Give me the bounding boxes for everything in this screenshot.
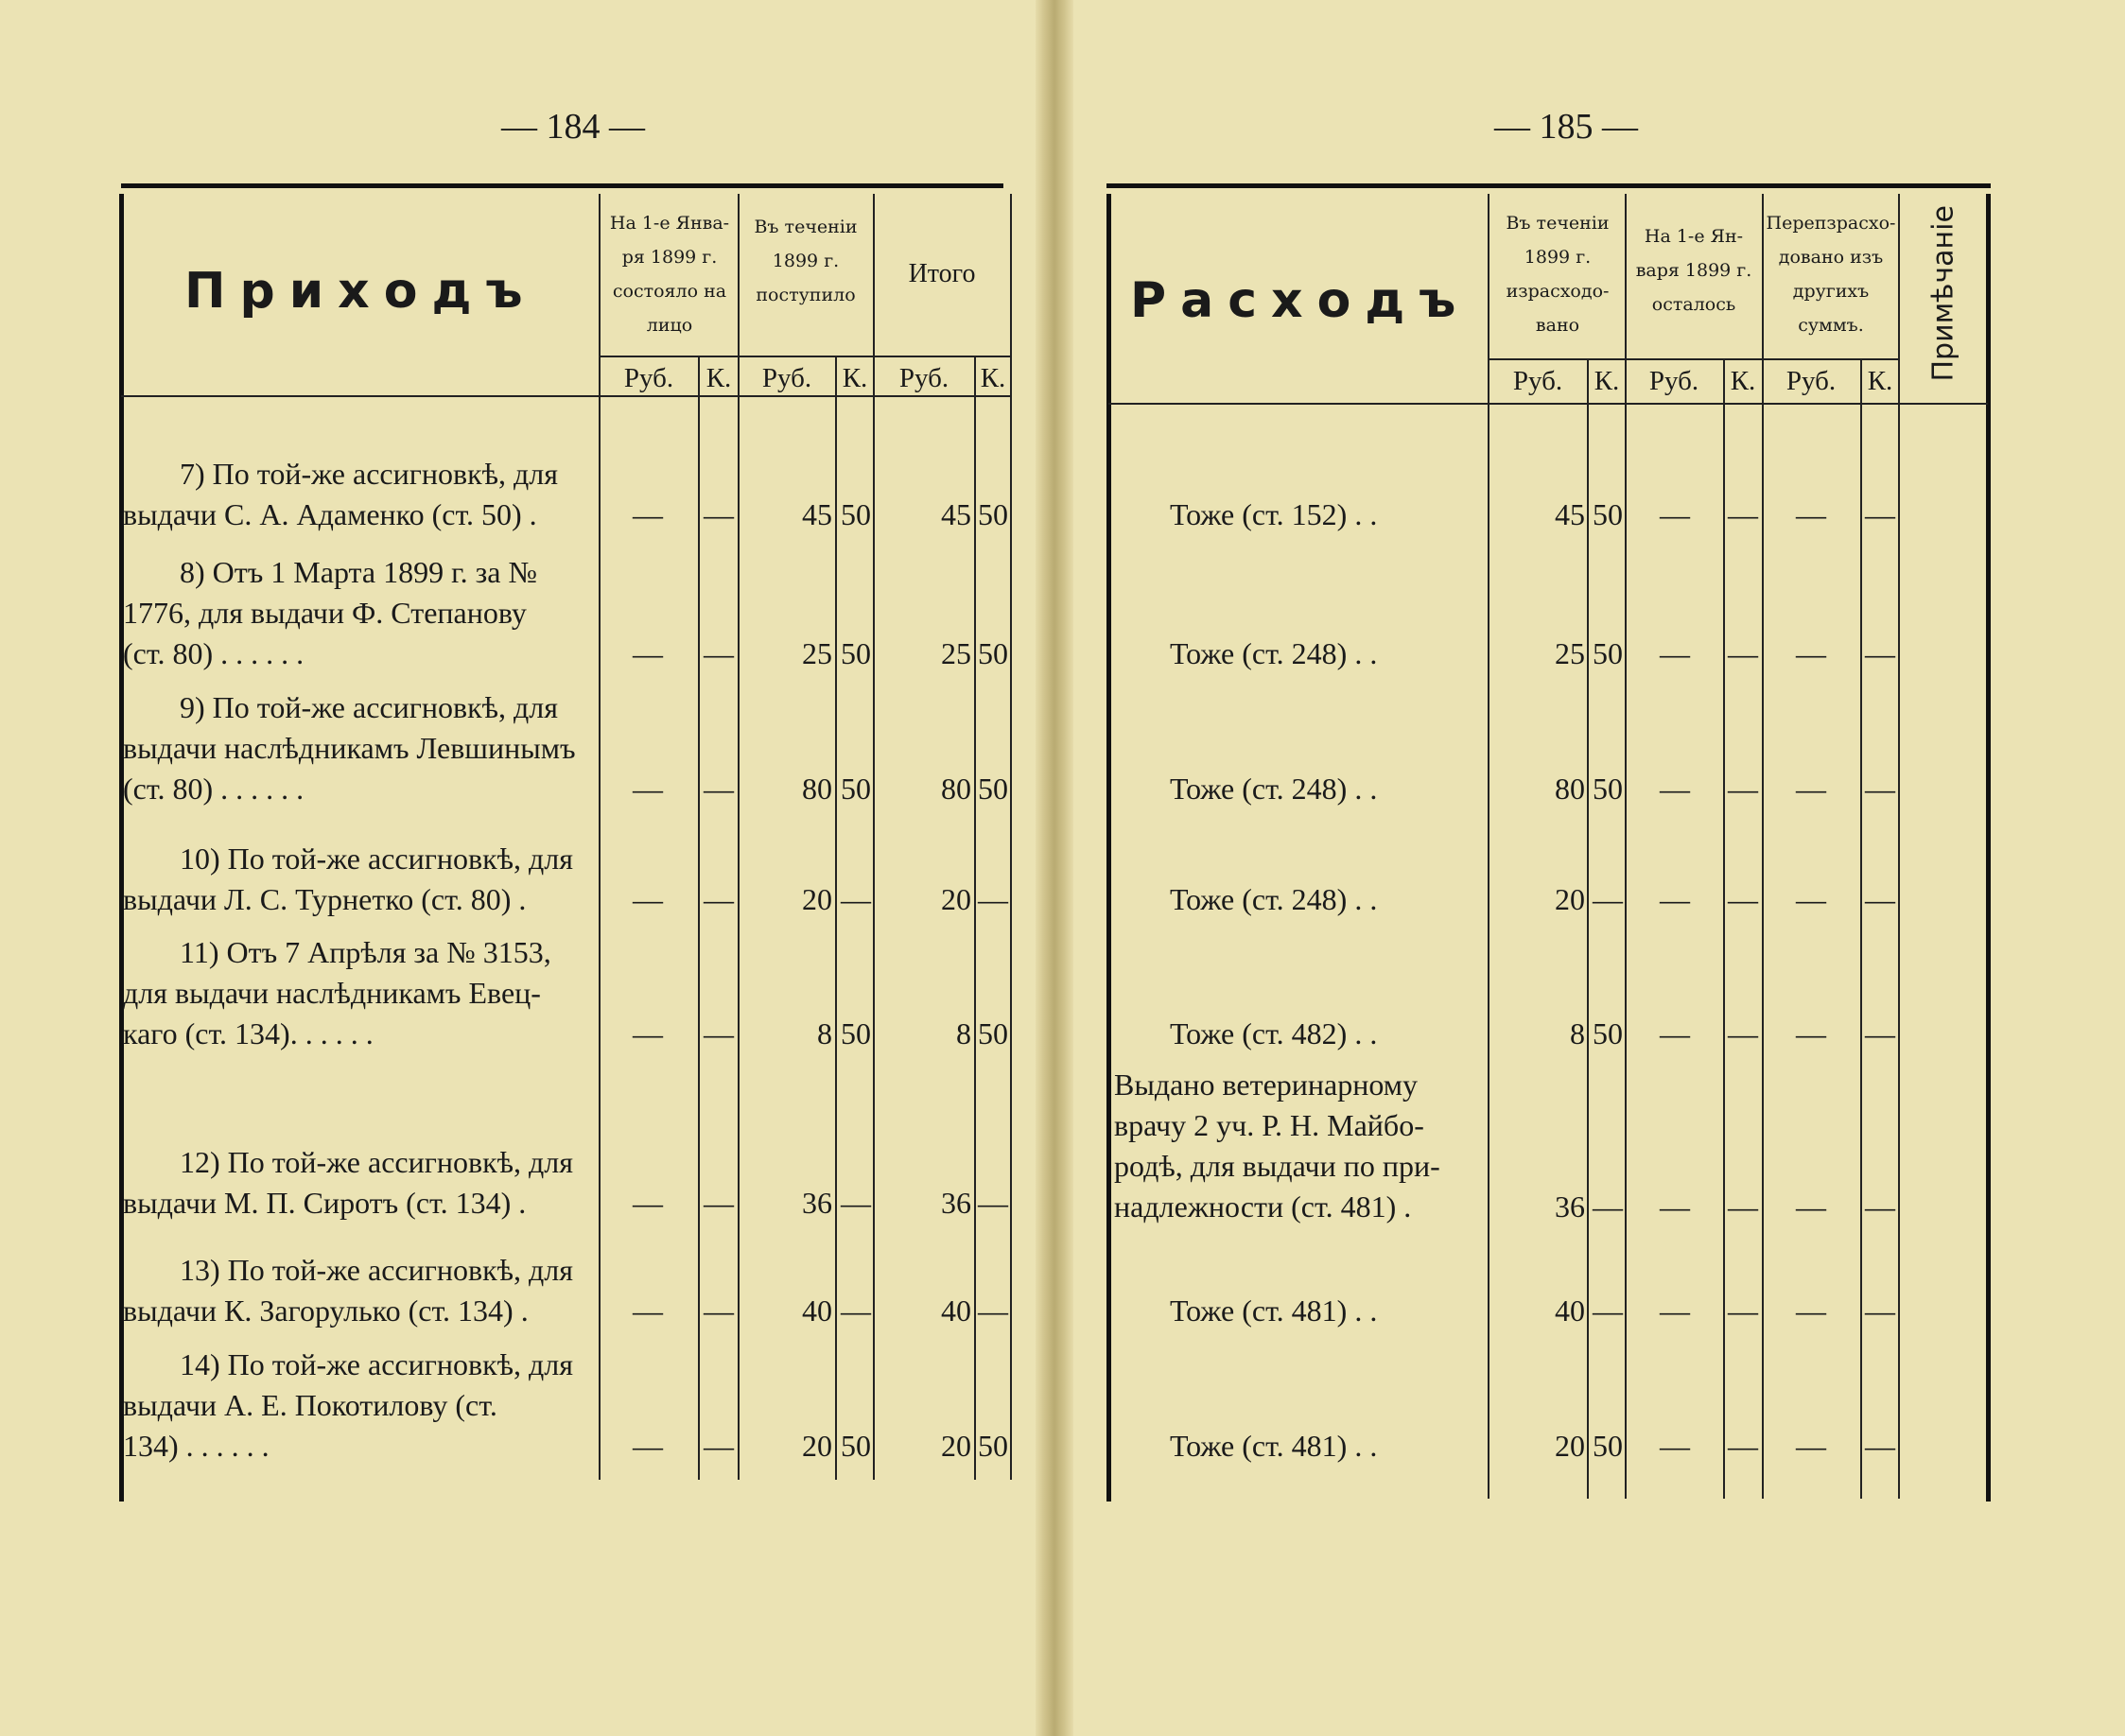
left-unit-kop: К. bbox=[705, 363, 732, 393]
left-cell-c2-kop: 50 bbox=[841, 772, 871, 806]
right-header-rule bbox=[1108, 403, 1988, 405]
left-cell-c2-kop: — bbox=[841, 1293, 871, 1328]
left-cell-c3-kop: 50 bbox=[978, 1429, 1008, 1463]
right-cell-c1-rub: 36 bbox=[1555, 1189, 1585, 1224]
right-cell-c2-rub: — bbox=[1660, 636, 1690, 670]
right-cell-c2-kop: — bbox=[1728, 772, 1758, 806]
left-cell-c2-rub: 80 bbox=[802, 772, 832, 806]
right-unit-kop: К. bbox=[1594, 366, 1620, 396]
left-cell-c3-kop: — bbox=[978, 882, 1008, 916]
right-cell-c3-rub: — bbox=[1796, 772, 1826, 806]
left-cell-c2-rub: 20 bbox=[802, 1429, 832, 1463]
left-cell-c3-rub: 80 bbox=[941, 772, 971, 806]
left-row-text-line: выдачи Л. С. Турнетко (ст. 80) . bbox=[123, 882, 527, 916]
right-cell-c1-kop: 50 bbox=[1593, 772, 1623, 806]
right-outer-border bbox=[1986, 194, 1991, 1502]
left-header-rule bbox=[121, 395, 1010, 397]
left-cell-c1-rub: — bbox=[633, 497, 663, 531]
right-header-col3: Перепзрасхо-довано изъ другихъ суммъ. bbox=[1766, 213, 1896, 336]
right-cell-c1-kop: — bbox=[1593, 1293, 1623, 1328]
right-cell-c2-rub: — bbox=[1660, 1429, 1690, 1463]
right-page-number: — 185 — bbox=[1494, 107, 1638, 147]
right-cell-c1-rub: 40 bbox=[1555, 1293, 1585, 1328]
left-cell-c3-rub: 25 bbox=[941, 636, 971, 670]
left-row-text-line: 9) По той-же ассигновкѣ, для bbox=[180, 690, 558, 724]
left-cell-c1-rub: — bbox=[633, 1429, 663, 1463]
left-row-text-line: 14) По той-же ассигновкѣ, для bbox=[180, 1347, 573, 1381]
left-cell-c1-rub: — bbox=[633, 772, 663, 806]
left-cell-c1-rub: — bbox=[633, 1016, 663, 1050]
left-top-rule bbox=[121, 183, 1003, 188]
right-header-col1: Въ теченіи 1899 г. израсходо-вано bbox=[1506, 213, 1610, 336]
right-row-text-line: Тоже (ст. 248) . . bbox=[1170, 636, 1378, 670]
left-unit-kop: К. bbox=[842, 363, 868, 393]
left-row-text-line: выдачи К. Загорулько (ст. 134) . bbox=[123, 1293, 529, 1328]
right-cell-c3-rub: — bbox=[1796, 497, 1826, 531]
right-header-note: Примѣчаніе bbox=[1926, 205, 1960, 382]
left-col-div bbox=[599, 194, 601, 1480]
right-row-text-line: врачу 2 уч. Р. Н. Майбо- bbox=[1114, 1108, 1424, 1142]
right-cell-c2-kop: — bbox=[1728, 1293, 1758, 1328]
left-cell-c2-rub: 45 bbox=[802, 497, 832, 531]
left-cell-c3-kop: 50 bbox=[978, 636, 1008, 670]
left-cell-c3-kop: 50 bbox=[978, 497, 1008, 531]
left-row-text-line: 7) По той-же ассигновкѣ, для bbox=[180, 457, 558, 491]
left-cell-c2-rub: 40 bbox=[802, 1293, 832, 1328]
right-cell-c2-rub: — bbox=[1660, 882, 1690, 916]
left-row-text-line: выдачи С. А. Адаменко (ст. 50) . bbox=[123, 497, 537, 531]
right-top-rule bbox=[1106, 183, 1991, 188]
left-row-text-line: 11) Отъ 7 Апрѣля за № 3153, bbox=[180, 935, 551, 969]
left-cell-c1-rub: — bbox=[633, 1186, 663, 1220]
right-row-text-line: Выдано ветеринарному bbox=[1114, 1068, 1418, 1102]
left-row-text-line: 1776, для выдачи Ф. Степанову bbox=[123, 596, 527, 630]
right-row-text-line: Тоже (ст. 248) . . bbox=[1170, 882, 1378, 916]
right-cell-c1-rub: 25 bbox=[1555, 636, 1585, 670]
right-outer-border bbox=[1106, 194, 1111, 1502]
left-row-text-line: (ст. 80) . . . . . . bbox=[123, 636, 305, 670]
right-cell-c1-kop: 50 bbox=[1593, 1016, 1623, 1050]
left-cell-c2-rub: 36 bbox=[802, 1186, 832, 1220]
right-cell-c3-rub: — bbox=[1796, 1189, 1826, 1224]
right-cell-c1-kop: 50 bbox=[1593, 497, 1623, 531]
right-cell-c3-kop: — bbox=[1865, 882, 1895, 916]
left-row-text-line: выдачи наслѣдникамъ Левшинымъ bbox=[123, 731, 576, 765]
left-row-text-line: (ст. 80) . . . . . . bbox=[123, 772, 305, 806]
right-cell-c2-rub: — bbox=[1660, 1293, 1690, 1328]
left-cell-c2-rub: 20 bbox=[802, 882, 832, 916]
left-unit-rub: Руб. bbox=[761, 363, 812, 393]
left-cell-c3-kop: 50 bbox=[978, 772, 1008, 806]
right-cell-c3-rub: — bbox=[1796, 1429, 1826, 1463]
left-unit-rub: Руб. bbox=[623, 363, 674, 393]
right-cell-c2-rub: — bbox=[1660, 497, 1690, 531]
right-cell-c3-rub: — bbox=[1796, 1016, 1826, 1050]
left-cell-c2-kop: 50 bbox=[841, 1429, 871, 1463]
left-cell-c2-kop: 50 bbox=[841, 636, 871, 670]
left-cell-c3-rub: 20 bbox=[941, 882, 971, 916]
left-cell-c1-kop: — bbox=[704, 497, 734, 531]
right-cell-c1-rub: 20 bbox=[1555, 1429, 1585, 1463]
right-unit-kop: К. bbox=[1730, 366, 1756, 396]
left-cell-c3-kop: 50 bbox=[978, 1016, 1008, 1050]
left-cell-c1-rub: — bbox=[633, 882, 663, 916]
left-col-div bbox=[1010, 194, 1012, 1480]
left-header-col1: На 1-е Янва-ря 1899 г. состояло на лицо bbox=[609, 213, 730, 336]
right-unit-rub: Руб. bbox=[1785, 366, 1837, 396]
right-cell-c2-rub: — bbox=[1660, 1016, 1690, 1050]
left-cell-c1-rub: — bbox=[633, 636, 663, 670]
right-row-text-line: Тоже (ст. 482) . . bbox=[1170, 1016, 1378, 1050]
left-cell-c3-rub: 20 bbox=[941, 1429, 971, 1463]
right-cell-c1-kop: 50 bbox=[1593, 1429, 1623, 1463]
right-row-text-line: Тоже (ст. 248) . . bbox=[1170, 772, 1378, 806]
right-unit-kop: К. bbox=[1867, 366, 1893, 396]
left-header-col3: Итого bbox=[908, 259, 976, 288]
left-cell-c2-kop: 50 bbox=[841, 497, 871, 531]
right-section-title: Расходъ bbox=[1130, 272, 1471, 329]
right-unit-rub: Руб. bbox=[1512, 366, 1563, 396]
left-cell-c1-kop: — bbox=[704, 636, 734, 670]
right-row-text-line: Тоже (ст. 481) . . bbox=[1170, 1429, 1378, 1463]
left-cell-c2-kop: — bbox=[841, 882, 871, 916]
right-row-text-line: Тоже (ст. 152) . . bbox=[1170, 497, 1378, 531]
left-header-col2: Въ теченіи 1899 г. поступило bbox=[754, 217, 858, 305]
left-unit-rule bbox=[599, 356, 1010, 357]
left-row-text-line: 12) По той-же ассигновкѣ, для bbox=[180, 1145, 573, 1179]
right-cell-c3-kop: — bbox=[1865, 1016, 1895, 1050]
right-cell-c1-rub: 80 bbox=[1555, 772, 1585, 806]
right-col-div bbox=[1488, 194, 1489, 1499]
left-row-text-line: 8) Отъ 1 Марта 1899 г. за № bbox=[180, 555, 537, 589]
right-cell-c1-kop: — bbox=[1593, 1189, 1623, 1224]
right-cell-c2-kop: — bbox=[1728, 1189, 1758, 1224]
left-cell-c1-kop: — bbox=[704, 1016, 734, 1050]
right-cell-c3-kop: — bbox=[1865, 772, 1895, 806]
right-cell-c2-rub: — bbox=[1660, 772, 1690, 806]
left-row-text-line: каго (ст. 134). . . . . . bbox=[123, 1016, 374, 1050]
left-cell-c3-kop: — bbox=[978, 1293, 1008, 1328]
left-row-text-line: для выдачи наслѣдникамъ Евец- bbox=[123, 976, 541, 1010]
left-cell-c3-kop: — bbox=[978, 1186, 1008, 1220]
left-cell-c1-kop: — bbox=[704, 1429, 734, 1463]
left-cell-c3-rub: 40 bbox=[941, 1293, 971, 1328]
left-cell-c3-rub: 8 bbox=[956, 1016, 971, 1050]
right-header-col2: На 1-е Ян-варя 1899 г. осталось bbox=[1635, 226, 1752, 315]
right-row-text-line: Тоже (ст. 481) . . bbox=[1170, 1293, 1378, 1328]
left-cell-c2-kop: — bbox=[841, 1186, 871, 1220]
left-row-text-line: выдачи М. П. Сиротъ (ст. 134) . bbox=[123, 1186, 527, 1220]
right-cell-c1-rub: 45 bbox=[1555, 497, 1585, 531]
right-cell-c3-rub: — bbox=[1796, 882, 1826, 916]
right-cell-c1-kop: — bbox=[1593, 882, 1623, 916]
right-col-div bbox=[1898, 194, 1900, 1499]
left-cell-c1-kop: — bbox=[704, 1293, 734, 1328]
left-section-title: Приходъ bbox=[184, 263, 537, 320]
left-row-text-line: выдачи А. Е. Покотилову (ст. bbox=[123, 1388, 497, 1422]
left-cell-c1-kop: — bbox=[704, 1186, 734, 1220]
left-cell-c1-kop: — bbox=[704, 772, 734, 806]
right-cell-c3-kop: — bbox=[1865, 636, 1895, 670]
left-row-text-line: 10) По той-же ассигновкѣ, для bbox=[180, 842, 573, 876]
right-cell-c2-kop: — bbox=[1728, 882, 1758, 916]
left-cell-c2-rub: 8 bbox=[817, 1016, 832, 1050]
right-cell-c2-kop: — bbox=[1728, 636, 1758, 670]
left-page-number: — 184 — bbox=[501, 107, 645, 147]
right-cell-c3-kop: — bbox=[1865, 1429, 1895, 1463]
right-unit-rub: Руб. bbox=[1648, 366, 1699, 396]
right-cell-c1-rub: 20 bbox=[1555, 882, 1585, 916]
left-cell-c3-rub: 45 bbox=[941, 497, 971, 531]
right-cell-c1-kop: 50 bbox=[1593, 636, 1623, 670]
left-cell-c1-kop: — bbox=[704, 882, 734, 916]
right-cell-c2-kop: — bbox=[1728, 497, 1758, 531]
book-gutter bbox=[1036, 0, 1073, 1736]
left-unit-kop: К. bbox=[980, 363, 1006, 393]
right-unit-rule bbox=[1488, 358, 1898, 360]
left-cell-c1-rub: — bbox=[633, 1293, 663, 1328]
right-cell-c3-kop: — bbox=[1865, 497, 1895, 531]
left-row-text-line: 13) По той-же ассигновкѣ, для bbox=[180, 1253, 573, 1287]
left-cell-c3-rub: 36 bbox=[941, 1186, 971, 1220]
right-cell-c3-kop: — bbox=[1865, 1293, 1895, 1328]
left-cell-c2-kop: 50 bbox=[841, 1016, 871, 1050]
right-cell-c1-rub: 8 bbox=[1570, 1016, 1585, 1050]
right-row-text-line: родѣ, для выдачи по при- bbox=[1114, 1149, 1440, 1183]
right-row-text-line: надлежности (ст. 481) . bbox=[1114, 1189, 1412, 1224]
right-cell-c3-kop: — bbox=[1865, 1189, 1895, 1224]
right-cell-c2-kop: — bbox=[1728, 1429, 1758, 1463]
left-row-text-line: 134) . . . . . . bbox=[123, 1429, 270, 1463]
right-cell-c2-rub: — bbox=[1660, 1189, 1690, 1224]
right-cell-c3-rub: — bbox=[1796, 1293, 1826, 1328]
left-cell-c2-rub: 25 bbox=[802, 636, 832, 670]
left-unit-rub: Руб. bbox=[898, 363, 949, 393]
right-cell-c3-rub: — bbox=[1796, 636, 1826, 670]
right-cell-c2-kop: — bbox=[1728, 1016, 1758, 1050]
